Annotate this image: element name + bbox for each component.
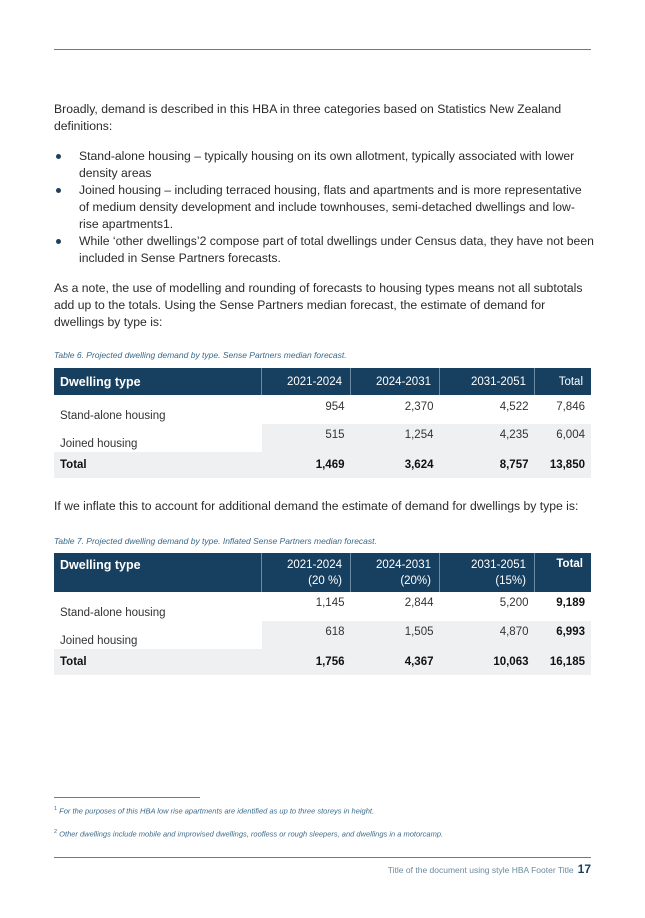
table-cell: Joined housing	[54, 621, 262, 649]
table-cell: 1,505	[351, 621, 440, 649]
table-cell: 515	[262, 424, 351, 452]
table-header-cell: 2021-2024	[262, 368, 351, 395]
table-header-cell: Total	[535, 553, 592, 592]
table-cell: 4,870	[440, 621, 535, 649]
intro-paragraph: Broadly, demand is described in this HBA in three categories based on Statistics New Zealand definitions:	[54, 102, 562, 133]
table-cell: 9,189	[556, 597, 585, 609]
table-header-cell: Dwelling type	[54, 553, 262, 592]
table-cell: 3,624	[351, 452, 440, 478]
list-item: Joined housing – including terraced housing, flats and apartments and is more representative of medium density development and include townhouses, semi-detached dwellings and low-rise apartments1.	[54, 182, 594, 233]
header-rule	[54, 49, 591, 50]
footer-title: Title of the document using style HBA Footer Title	[387, 865, 574, 875]
table6-caption: Table 6. Projected dwelling demand by type. Sense Partners median forecast.	[54, 350, 347, 360]
table-cell: 1,756	[262, 649, 351, 675]
table-header-cell: Total	[535, 368, 592, 395]
table-cell: 4,367	[351, 649, 440, 675]
table-cell: 4,235	[440, 424, 535, 452]
note-paragraph: As a note, the use of modelling and rounding of forecasts to housing types means not all subtotals add up to the totals. Using the Sense Partners median forecast, the estimate of demand for dwellings by type is:	[54, 281, 583, 329]
table-cell: 10,063	[440, 649, 535, 675]
definition-list	[54, 148, 594, 267]
table-cell: 16,185	[535, 649, 592, 675]
bullet-icon	[56, 188, 61, 193]
table-header-cell: Dwelling type	[54, 368, 262, 395]
table-row	[54, 424, 591, 452]
table-total-row	[54, 649, 591, 675]
table-cell: 6,004	[535, 424, 592, 452]
table-cell: 13,850	[535, 452, 592, 478]
list-item: Stand-alone housing – typically housing on its own allotment, typically associated with lower density areas	[54, 148, 594, 182]
table-header-cell: 2024-2031	[351, 368, 440, 395]
bullet-icon	[56, 154, 61, 159]
table-cell: 4,522	[499, 401, 529, 413]
table-header-cell: 2024-2031 (20%)	[351, 553, 440, 592]
table-cell: 5,200	[499, 597, 529, 609]
table-header-row	[54, 368, 591, 395]
table-cell: Stand-alone housing	[60, 607, 166, 619]
footnote-rule	[54, 797, 200, 798]
inflate-paragraph: If we inflate this to account for additional demand the estimate of demand for dwellings by type is:	[54, 499, 579, 513]
table-header-cell: 2031-2051	[440, 368, 535, 395]
table-header-cell: 2031-2051 (15%)	[440, 553, 535, 592]
table-row	[54, 621, 591, 649]
table-cell: Total	[54, 649, 262, 675]
table7-caption: Table 7. Projected dwelling demand by type. Inflated Sense Partners median forecast.	[54, 536, 377, 546]
table-cell: Joined housing	[54, 424, 262, 452]
footnote-2: $^2$ Other dwellings include mobile and improvised dwellings, roofless or rough sleepers, and dwellings in a motorcamp.	[54, 829, 444, 839]
table-row	[54, 395, 591, 424]
page-number: 17	[577, 862, 591, 876]
table-total-row	[54, 452, 591, 478]
table-header-cell: 2021-2024 (20 %)	[262, 553, 351, 592]
bullet-icon	[56, 239, 61, 244]
table-cell: 7,846	[556, 401, 585, 413]
page-footer	[388, 862, 591, 876]
table-cell: 8,757	[440, 452, 535, 478]
table-cell: 2,844	[404, 597, 434, 609]
table-cell: 2,370	[404, 401, 434, 413]
table-cell: Stand-alone housing	[60, 410, 166, 422]
table-header-row	[54, 553, 591, 592]
footer-rule	[54, 857, 591, 858]
table6	[54, 368, 591, 478]
table-cell: 6,993	[535, 621, 592, 649]
table-cell: 1,145	[315, 597, 345, 609]
table-row	[54, 592, 591, 621]
table7	[54, 553, 591, 675]
table-cell: 1,254	[351, 424, 440, 452]
list-item: While ‘other dwellings’2 compose part of total dwellings under Census data, they have not been included in Sense Partners forecasts.	[54, 233, 594, 267]
footnote-1: $^1$ For the purposes of this HBA low rise apartments are identified as up to three storeys in height.	[54, 806, 375, 816]
table-cell: Total	[54, 452, 262, 478]
table-cell: 954	[325, 401, 345, 413]
table-cell: 1,469	[262, 452, 351, 478]
table-cell: 618	[262, 621, 351, 649]
